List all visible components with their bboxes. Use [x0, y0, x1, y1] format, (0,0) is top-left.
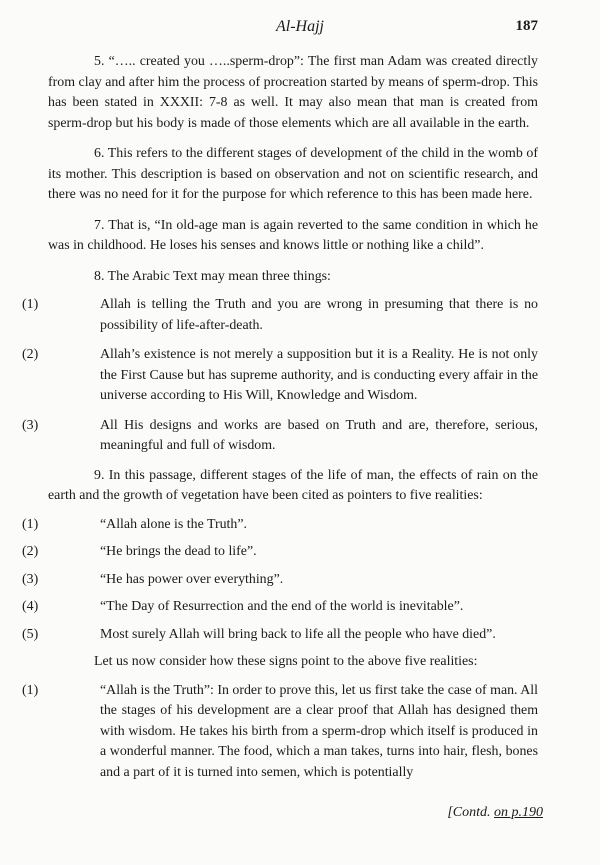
- item-text: Most surely Allah will bring back to life all the people who have died”.: [100, 626, 496, 642]
- continuation-prefix: [Contd.: [447, 805, 494, 820]
- note-5: 5. “….. created you …..sperm-drop”: The first man Adam was created directly from clay and after him the process of procreation started by means of sperm-drop. This has been stated in XXXII: 7-8 as well. It may also mean that man is created from sperm-drop but his body is made of those elements which are all available in the earth.: [48, 54, 538, 131]
- running-title: Al-Hajj: [276, 18, 324, 35]
- page-header: [0, 18, 600, 40]
- item-number: (1): [22, 516, 39, 532]
- page-body: [22, 52, 538, 792]
- note-8-intro: 8. The Arabic Text may mean three things:: [94, 268, 331, 284]
- item-text: “The Day of Resurrection and the end of the world is inevitable”.: [100, 599, 464, 614]
- continuation-note: [447, 805, 543, 821]
- item-number: (1): [22, 682, 39, 698]
- item-number: (4): [22, 599, 39, 614]
- note-9-item: [22, 570, 538, 591]
- note-9-item: [22, 542, 538, 563]
- note-8-item: [22, 416, 538, 457]
- item-number: (1): [22, 297, 39, 312]
- item-text: “Allah alone is the Truth”.: [100, 516, 247, 532]
- item-text: Allah is telling the Truth and you are wrong in presuming that there is no possibility of life-after-death.: [100, 297, 538, 333]
- page-number: 187: [515, 18, 538, 34]
- item-text: “He brings the dead to life”.: [100, 544, 257, 559]
- item-text: Allah’s existence is not merely a supposition but it is a Reality. He is not only the First Cause but has supreme authority, and is conducting every affair in the universe according to His Will, Knowledge and Wisdom.: [100, 347, 538, 403]
- continuation-ref: on p.190: [494, 805, 543, 820]
- item-text: All His designs and works are based on Truth and are, therefore, serious, meaningful and full of wisdom.: [100, 417, 538, 453]
- item-number: (2): [22, 544, 39, 559]
- proof-item: [22, 681, 538, 784]
- note-9-item: [22, 625, 538, 646]
- note-7: 7. That is, “In old-age man is again reverted to the same condition in which he was in childhood. He loses his senses and knows little or nothing like a child”.: [48, 217, 538, 253]
- item-text: “He has power over everything”.: [100, 571, 284, 587]
- item-number: (5): [22, 626, 39, 642]
- item-number: (3): [22, 417, 39, 433]
- consider-paragraph: Let us now consider how these signs point to the above five realities:: [94, 654, 478, 669]
- note-8-item: [22, 295, 538, 336]
- note-9-intro: 9. In this passage, different stages of the life of man, the effects of rain on the earth and the growth of vegetation have been cited as pointers to five realities:: [48, 467, 538, 503]
- note-9-item: [22, 515, 538, 536]
- note-6: 6. This refers to the different stages of development of the child in the womb of its mother. This description is based on observation and not on scientific research, and there was no need for it for the purpose for which reference to this has been made here.: [48, 146, 538, 202]
- note-9-item: [22, 597, 538, 618]
- note-8-item: [22, 345, 538, 407]
- item-text: “Allah is the Truth”: In order to prove this, let us first take the case of man. All the stages of his development are a clear proof that Allah has designed them with wisdom. He takes his birth from a sperm-drop which itself is produced in a wonderful manner. The food, which a man takes, turns into hair, flesh, bones and a part of it is turned into semen, which is potentially: [100, 682, 538, 780]
- item-number: (3): [22, 571, 39, 587]
- item-number: (2): [22, 347, 39, 362]
